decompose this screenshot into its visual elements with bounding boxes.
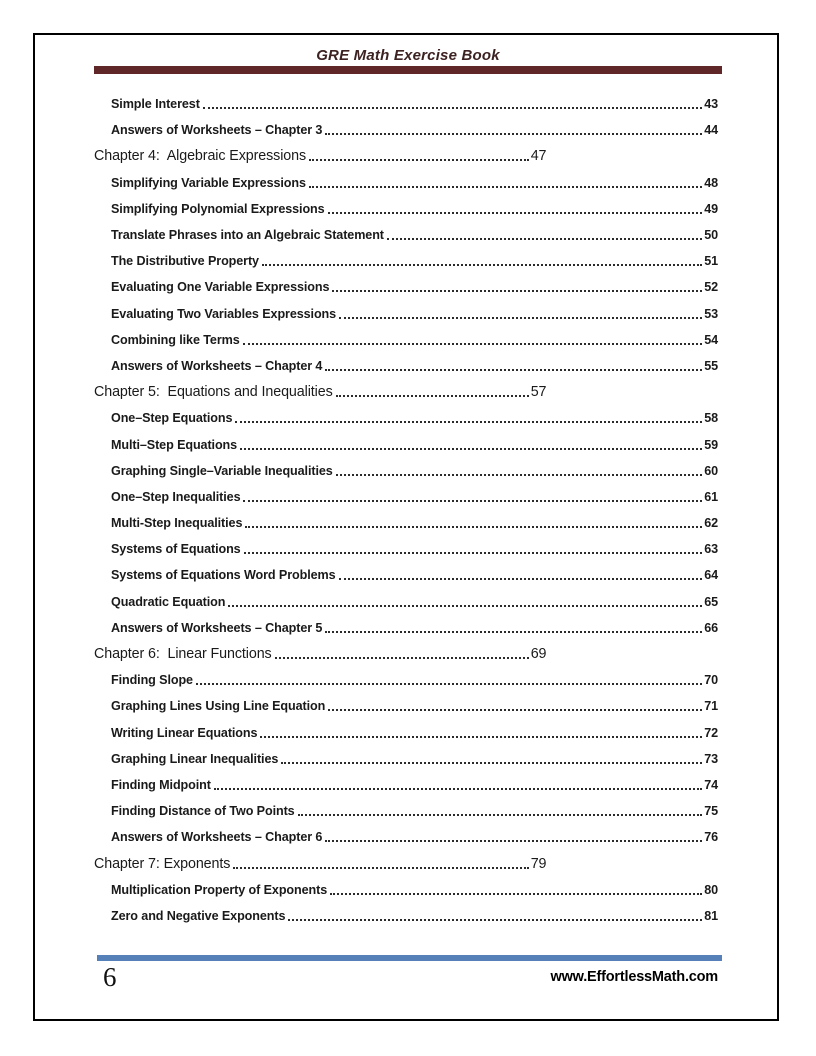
toc-entry-page: 61 — [704, 489, 718, 504]
toc-entry-label: Graphing Linear Inequalities — [111, 751, 279, 766]
dotted-leader — [309, 159, 529, 161]
dotted-leader — [275, 657, 529, 659]
dotted-leader — [228, 605, 702, 607]
toc-entry — [94, 877, 718, 903]
toc-entry-label: Evaluating One Variable Expressions — [111, 280, 330, 295]
toc-entry-page: 74 — [704, 777, 718, 792]
toc-entry-label: Multi–Step Equations — [111, 437, 238, 452]
dotted-leader — [336, 474, 703, 476]
toc-entry-page: 54 — [704, 332, 718, 347]
toc-entry — [94, 850, 546, 876]
dotted-leader — [235, 421, 702, 423]
table-of-contents — [94, 91, 718, 929]
dotted-leader — [325, 369, 702, 371]
toc-entry-page: 62 — [704, 516, 718, 531]
dotted-leader — [298, 814, 703, 816]
toc-entry — [94, 693, 718, 719]
toc-entry-page: 72 — [704, 725, 718, 740]
toc-entry — [94, 589, 718, 615]
toc-entry — [94, 117, 718, 143]
toc-entry-page: 48 — [704, 175, 718, 190]
dotted-leader — [330, 893, 702, 895]
dotted-leader — [244, 552, 703, 554]
toc-entry-label: One–Step Inequalities — [111, 489, 241, 504]
toc-entry-page: 60 — [704, 463, 718, 478]
dotted-leader — [243, 500, 702, 502]
toc-entry — [94, 667, 718, 693]
toc-entry — [94, 484, 718, 510]
toc-entry-page: 69 — [530, 646, 547, 663]
dotted-leader — [325, 133, 702, 135]
dotted-leader — [281, 762, 702, 764]
toc-entry — [94, 824, 718, 850]
toc-entry — [94, 641, 546, 667]
toc-entry-label: Evaluating Two Variables Expressions — [111, 306, 337, 321]
toc-entry-page: 59 — [704, 437, 718, 452]
dotted-leader — [240, 448, 702, 450]
toc-entry — [94, 772, 718, 798]
toc-entry — [94, 405, 718, 431]
toc-entry-label: Simplifying Polynomial Expressions — [111, 201, 325, 216]
toc-entry-label: Zero and Negative Exponents — [111, 908, 286, 923]
toc-entry-page: 71 — [704, 699, 718, 714]
dotted-leader — [339, 317, 702, 319]
toc-entry — [94, 170, 718, 196]
toc-entry — [94, 274, 718, 300]
dotted-leader — [203, 107, 702, 109]
toc-entry-page: 70 — [704, 673, 718, 688]
toc-entry-page: 64 — [704, 568, 718, 583]
toc-entry-label: Quadratic Equation — [111, 594, 226, 609]
toc-entry-label: Answers of Worksheets – Chapter 6 — [111, 830, 323, 845]
toc-entry-page: 51 — [704, 254, 718, 269]
toc-entry-page: 49 — [704, 201, 718, 216]
toc-entry-page: 55 — [704, 358, 718, 373]
website-url: www.EffortlessMath.com — [550, 969, 718, 985]
toc-entry-label: Combining like Terms — [111, 332, 240, 347]
toc-entry-page: 47 — [530, 148, 547, 165]
toc-entry — [94, 327, 718, 353]
toc-entry-page: 81 — [704, 908, 718, 923]
toc-entry-label: Chapter 7: Exponents — [94, 855, 231, 872]
toc-entry-label: Systems of Equations — [111, 542, 241, 557]
dotted-leader — [332, 290, 702, 292]
toc-entry — [94, 536, 718, 562]
toc-entry — [94, 903, 718, 929]
dotted-leader — [196, 683, 702, 685]
toc-entry-page: 44 — [704, 123, 718, 138]
toc-entry-label: Multiplication Property of Exponents — [111, 882, 328, 897]
toc-entry-page: 58 — [704, 411, 718, 426]
toc-entry-label: Answers of Worksheets – Chapter 5 — [111, 620, 323, 635]
toc-entry — [94, 143, 546, 169]
toc-entry — [94, 562, 718, 588]
dotted-leader — [387, 238, 702, 240]
dotted-leader — [243, 343, 703, 345]
toc-entry — [94, 248, 718, 274]
footer-rule-bar — [97, 955, 722, 961]
toc-entry — [94, 746, 718, 772]
toc-entry — [94, 458, 718, 484]
toc-entry-label: Chapter 4: Algebraic Expressions — [94, 148, 307, 165]
toc-entry — [94, 720, 718, 746]
toc-entry-page: 53 — [704, 306, 718, 321]
toc-entry — [94, 91, 718, 117]
toc-entry-page: 73 — [704, 751, 718, 766]
dotted-leader — [233, 867, 528, 869]
toc-entry-page: 52 — [704, 280, 718, 295]
toc-entry-page: 50 — [704, 228, 718, 243]
toc-entry-label: One–Step Equations — [111, 411, 233, 426]
toc-entry-label: Chapter 6: Linear Functions — [94, 646, 272, 663]
dotted-leader — [336, 395, 529, 397]
toc-entry — [94, 510, 718, 536]
toc-entry-page: 75 — [704, 804, 718, 819]
toc-entry-label: Finding Slope — [111, 673, 193, 688]
toc-entry-page: 43 — [704, 97, 718, 112]
dotted-leader — [260, 736, 702, 738]
toc-entry-page: 76 — [704, 830, 718, 845]
book-title-header: GRE Math Exercise Book — [316, 47, 500, 64]
toc-entry-page: 79 — [530, 855, 547, 872]
toc-entry-label: Graphing Single–Variable Inequalities — [111, 463, 333, 478]
toc-entry — [94, 615, 718, 641]
toc-entry-label: Finding Distance of Two Points — [111, 804, 295, 819]
toc-entry-label: The Distributive Property — [111, 254, 259, 269]
toc-entry-page: 63 — [704, 542, 718, 557]
toc-entry-label: Systems of Equations Word Problems — [111, 568, 336, 583]
toc-entry-label: Chapter 5: Equations and Inequalities — [94, 384, 333, 401]
toc-entry-label: Writing Linear Equations — [111, 725, 258, 740]
toc-entry — [94, 301, 718, 327]
dotted-leader — [339, 578, 703, 580]
toc-entry-page: 65 — [704, 594, 718, 609]
toc-entry-page: 80 — [704, 882, 718, 897]
dotted-leader — [245, 526, 702, 528]
toc-entry — [94, 798, 718, 824]
header-rule-bar — [94, 66, 722, 74]
toc-entry-label: Answers of Worksheets – Chapter 4 — [111, 358, 323, 373]
toc-entry — [94, 431, 718, 457]
toc-entry-label: Translate Phrases into an Algebraic Statement — [111, 228, 384, 243]
toc-entry-page: 66 — [704, 620, 718, 635]
toc-entry-label: Multi-Step Inequalities — [111, 516, 243, 531]
toc-entry-label: Answers of Worksheets – Chapter 3 — [111, 123, 323, 138]
dotted-leader — [325, 840, 702, 842]
toc-entry — [94, 222, 718, 248]
dotted-leader — [288, 919, 702, 921]
toc-entry-label: Simplifying Variable Expressions — [111, 175, 306, 190]
dotted-leader — [262, 264, 702, 266]
dotted-leader — [309, 186, 702, 188]
toc-entry — [94, 379, 546, 405]
toc-entry-label: Finding Midpoint — [111, 777, 211, 792]
toc-entry-label: Graphing Lines Using Line Equation — [111, 699, 326, 714]
toc-entry — [94, 196, 718, 222]
dotted-leader — [328, 212, 703, 214]
toc-entry — [94, 353, 718, 379]
dotted-leader — [328, 709, 702, 711]
toc-entry-page: 57 — [530, 384, 547, 401]
dotted-leader — [214, 788, 702, 790]
dotted-leader — [325, 631, 702, 633]
page-number: 6 — [103, 962, 117, 992]
toc-entry-label: Simple Interest — [111, 97, 200, 112]
